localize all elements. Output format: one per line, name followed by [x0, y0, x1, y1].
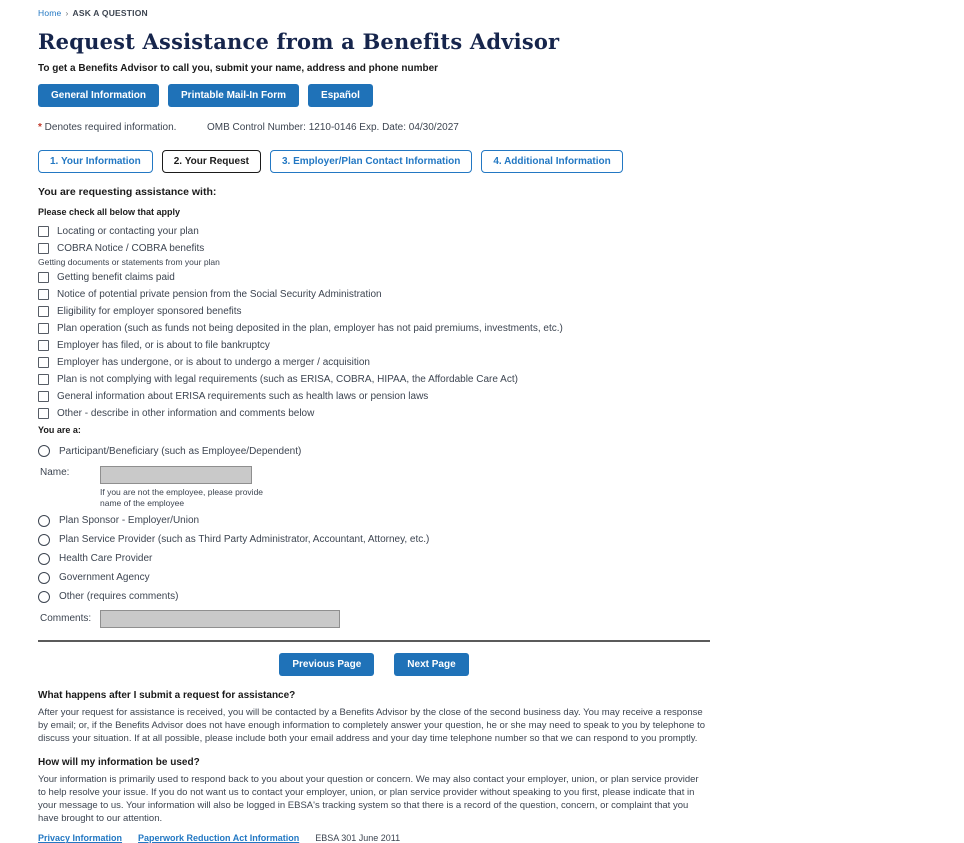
- checkbox[interactable]: [38, 272, 49, 283]
- checkbox[interactable]: [38, 408, 49, 419]
- checkbox-row-claims-paid: [38, 272, 710, 283]
- checkbox-row-cobra: [38, 243, 710, 254]
- required-asterisk: *: [38, 122, 42, 133]
- checkbox-row-merger-acquisition: [38, 357, 710, 368]
- checkbox[interactable]: [38, 289, 49, 300]
- required-omb-row: [38, 122, 710, 133]
- checkbox-row-eligibility: [38, 306, 710, 317]
- pagination-row: [38, 653, 710, 676]
- checkbox-label: COBRA Notice / COBRA benefits: [57, 243, 205, 254]
- name-field-block: [40, 464, 710, 509]
- you-are-heading: You are a:: [38, 425, 81, 435]
- radio-row-participant-beneficiary: [38, 445, 710, 457]
- radio-row-plan-sponsor: [38, 515, 710, 527]
- checkbox-label: Employer has undergone, or is about to undergo a merger / acquisition: [57, 357, 370, 368]
- name-field-label: Name:: [40, 467, 70, 478]
- breadcrumb: [38, 8, 710, 18]
- form-step-tabs: [38, 150, 710, 173]
- faq-section: [38, 690, 710, 826]
- checkbox[interactable]: [38, 340, 49, 351]
- radio-button[interactable]: [38, 553, 50, 565]
- checkbox-row-legal-requirements: [38, 374, 710, 385]
- radio-label: Plan Sponsor - Employer/Union: [59, 515, 200, 527]
- omb-control-number: OMB Control Number: 1210-0146 Exp. Date: 04/30/2027: [207, 122, 459, 133]
- footer-links-row: [38, 833, 710, 843]
- radio-label: Health Care Provider: [59, 553, 153, 565]
- tab-employer-plan-contact-information[interactable]: 3. Employer/Plan Contact Information: [270, 150, 472, 173]
- radio-button[interactable]: [38, 515, 50, 527]
- checkbox-row-other: [38, 408, 710, 419]
- checkbox-label: Plan is not complying with legal requirements (such as ERISA, COBRA, HIPAA, the Affordable Care Act): [57, 374, 518, 385]
- radio-label: Other (requires comments): [59, 591, 179, 603]
- radio-button[interactable]: [38, 572, 50, 584]
- next-page-button[interactable]: Next Page: [394, 653, 468, 676]
- radio-label: Participant/Beneficiary (such as Employee/Dependent): [59, 445, 302, 457]
- paperwork-reduction-act-link[interactable]: Paperwork Reduction Act Information: [138, 833, 300, 843]
- checkbox[interactable]: [38, 323, 49, 334]
- radio-label: Plan Service Provider (such as Third Party Administrator, Accountant, Attorney, etc.): [59, 534, 430, 546]
- page-subtitle: To get a Benefits Advisor to call you, submit your name, address and phone number: [38, 63, 439, 74]
- checkbox-row-bankruptcy: [38, 340, 710, 351]
- breadcrumb-home-link[interactable]: Home: [38, 8, 62, 18]
- name-field-helper: If you are not the employee, please provide name of the employee: [100, 486, 264, 508]
- checkbox-label: Getting benefit claims paid: [57, 272, 175, 283]
- espanol-button[interactable]: Español: [308, 84, 373, 107]
- tab-your-request[interactable]: 2. Your Request: [162, 150, 261, 173]
- radio-button[interactable]: [38, 534, 50, 546]
- checkbox-note-documents: Getting documents or statements from your plan: [38, 257, 220, 267]
- radio-button[interactable]: [38, 591, 50, 603]
- checkbox[interactable]: [38, 306, 49, 317]
- checkbox[interactable]: [38, 391, 49, 402]
- checkbox-label: Locating or contacting your plan: [57, 226, 199, 237]
- faq-question: How will my information be used?: [38, 756, 200, 768]
- checkbox-row-plan-operation: [38, 323, 710, 334]
- faq-answer: After your request for assistance is received, you will be contacted by a Benefits Advisor by the close of the second business day. You may receive a response by email; or, if the Benefits Advisor does not have enough information to completely answer your question, he or she may need to speak to you by telephone to discuss your situation. If at all possible, please include both your email address and your day time telephone number so that we can respond to you promptly.: [38, 706, 705, 744]
- comments-field-label: Comments:: [40, 612, 92, 624]
- radio-row-health-care-provider: [38, 553, 710, 565]
- checkbox-row-private-pension-notice: [38, 289, 710, 300]
- tab-additional-information[interactable]: 4. Additional Information: [481, 150, 622, 173]
- checkbox-label: Employer has filed, or is about to file bankruptcy: [57, 340, 270, 351]
- radio-row-government-agency: [38, 572, 710, 584]
- checkbox[interactable]: [38, 374, 49, 385]
- faq-question: What happens after I submit a request for assistance?: [38, 689, 296, 701]
- printable-mail-in-form-button[interactable]: Printable Mail-In Form: [168, 84, 299, 107]
- required-note: [38, 122, 207, 133]
- checkbox-label: Plan operation (such as funds not being deposited in the plan, employer has not paid premiums, investments, etc.): [57, 323, 563, 334]
- checkbox-list: [38, 226, 710, 419]
- checkbox[interactable]: [38, 243, 49, 254]
- section-divider: [38, 640, 710, 642]
- breadcrumb-separator: ›: [65, 8, 69, 18]
- page-title: Request Assistance from a Benefits Advisor: [38, 29, 560, 54]
- name-field-wrap: [100, 464, 270, 509]
- name-input[interactable]: [100, 466, 252, 484]
- general-information-button[interactable]: General Information: [38, 84, 159, 107]
- radio-button[interactable]: [38, 445, 50, 457]
- action-button-row: [38, 84, 710, 107]
- checkbox-label: Eligibility for employer sponsored benefits: [57, 306, 242, 317]
- comments-field-block: [40, 610, 710, 628]
- checkbox-label: Notice of potential private pension from the Social Security Administration: [57, 289, 382, 300]
- checkbox[interactable]: [38, 226, 49, 237]
- checkbox-row-erisa-general-info: [38, 391, 710, 402]
- checkbox-label: General information about ERISA requirements such as health laws or pension laws: [57, 391, 429, 402]
- request-section-heading: You are requesting assistance with:: [38, 186, 217, 198]
- tab-your-information[interactable]: 1. Your Information: [38, 150, 153, 173]
- form-number: EBSA 301 June 2011: [315, 833, 401, 843]
- breadcrumb-current: ASK A QUESTION: [72, 8, 148, 18]
- radio-row-other: [38, 591, 710, 603]
- radio-list: [38, 445, 710, 628]
- comments-input[interactable]: [100, 610, 340, 628]
- checkbox-label: Other - describe in other information and comments below: [57, 408, 315, 419]
- radio-label: Government Agency: [59, 572, 150, 584]
- check-all-instruction: Please check all below that apply: [38, 207, 181, 217]
- radio-row-plan-service-provider: [38, 534, 710, 546]
- privacy-information-link[interactable]: Privacy Information: [38, 833, 123, 843]
- required-note-text: Denotes required information.: [41, 122, 177, 133]
- checkbox[interactable]: [38, 357, 49, 368]
- checkbox-row-locating-plan: [38, 226, 710, 237]
- faq-answer: Your information is primarily used to respond back to you about your question or concern. We may also contact your employer, union, or plan service provider to help resolve your issue. If you do not want us to contact your employer, union, or plan service provider without speaking to you first, please indicate that in your message to us. Your information will also be logged in EBSA's tracking system so that there is a record of the question, concern, or complaint that you have brought to our attention.: [38, 773, 699, 825]
- previous-page-button[interactable]: Previous Page: [279, 653, 374, 676]
